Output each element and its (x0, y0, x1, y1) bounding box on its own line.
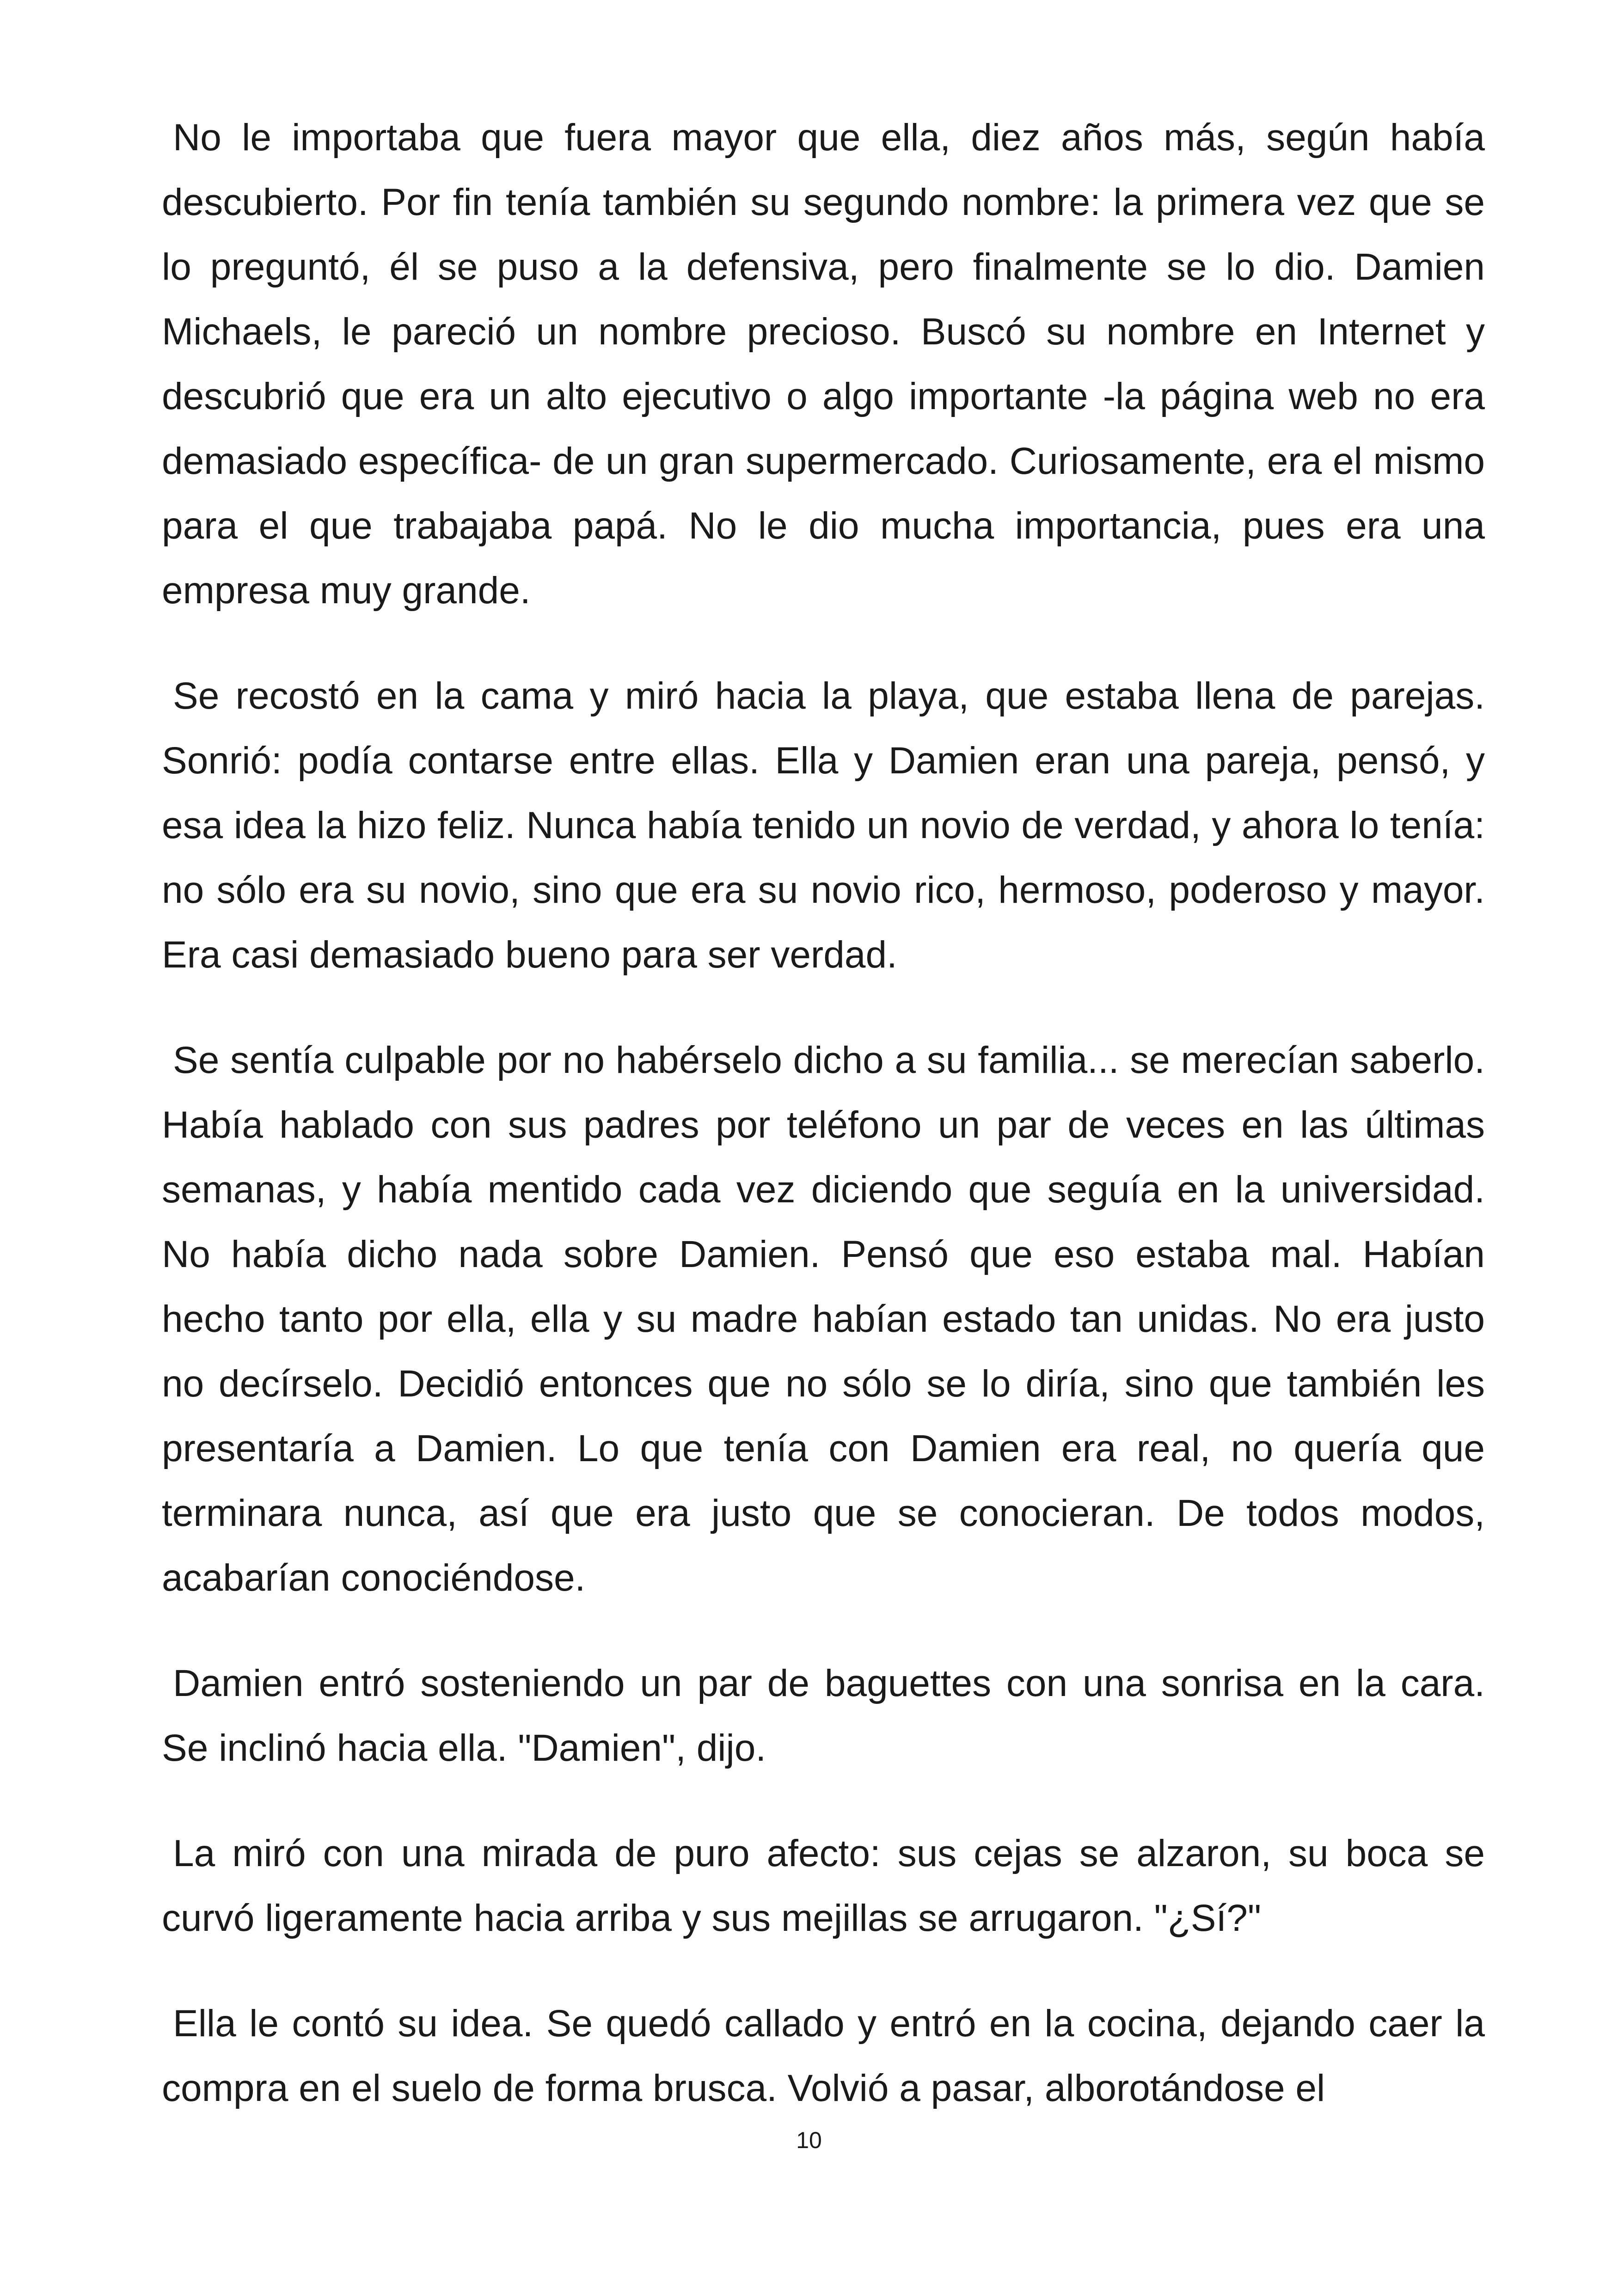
paragraph: No le importaba que fuera mayor que ella, diez años más, según había descubierto. Por fin tenía también su segundo nombre: la primera vez que se lo preguntó, él se puso a la defensiva, pero finalmente se lo dio. Damien Michaels, le pareció un nombre precioso. Buscó su nombre en Internet y descubrió que era un alto ejecutivo o algo importante -la página web no era demasiado específica- de un gran supermercado. Curiosamente, era el mismo para el que trabajaba papá. No le dio mucha importancia, pues era una empresa muy grande. (162, 116, 1485, 612)
page-number: 10 (796, 2127, 822, 2153)
paragraph: Se sentía culpable por no habérselo dicho a su familia... se merecían saberlo. Había hablado con sus padres por teléfono un par de veces en las últimas semanas, y había mentido cada vez diciendo que seguía en la universidad. No había dicho nada sobre Damien. Pensó que eso estaba mal. Habían hecho tanto por ella, ella y su madre habían estado tan unidas. No era justo no decírselo. Decidió entonces que no sólo se lo diría, sino que también les presentaría a Damien. Lo que tenía con Damien era real, no quería que terminara nunca, así que era justo que se conocieran. De todos modos, acabarían conociéndose. (162, 1039, 1485, 1599)
paragraph: Ella le contó su idea. Se quedó callado y entró en la cocina, dejando caer la compra en el suelo de forma brusca. Volvió a pasar, alborotándose el (162, 2002, 1485, 2109)
paragraph: Se recostó en la cama y miró hacia la playa, que estaba llena de parejas. Sonrió: podía contarse entre ellas. Ella y Damien eran una pareja, pensó, y esa idea la hizo feliz. Nunca había tenido un novio de verdad, y ahora lo tenía: no sólo era su novio, sino que era su novio rico, hermoso, poderoso y mayor. Era casi demasiado bueno para ser verdad. (162, 675, 1485, 976)
document-body (162, 105, 1485, 2161)
paragraph: La miró con una mirada de puro afecto: sus cejas se alzaron, su boca se curvó ligeramente hacia arriba y sus mejillas se arrugaron. "¿Sí?" (162, 1832, 1485, 1939)
paragraph: Damien entró sosteniendo un par de baguettes con una sonrisa en la cara. Se inclinó hacia ella. "Damien", dijo. (162, 1662, 1485, 1769)
